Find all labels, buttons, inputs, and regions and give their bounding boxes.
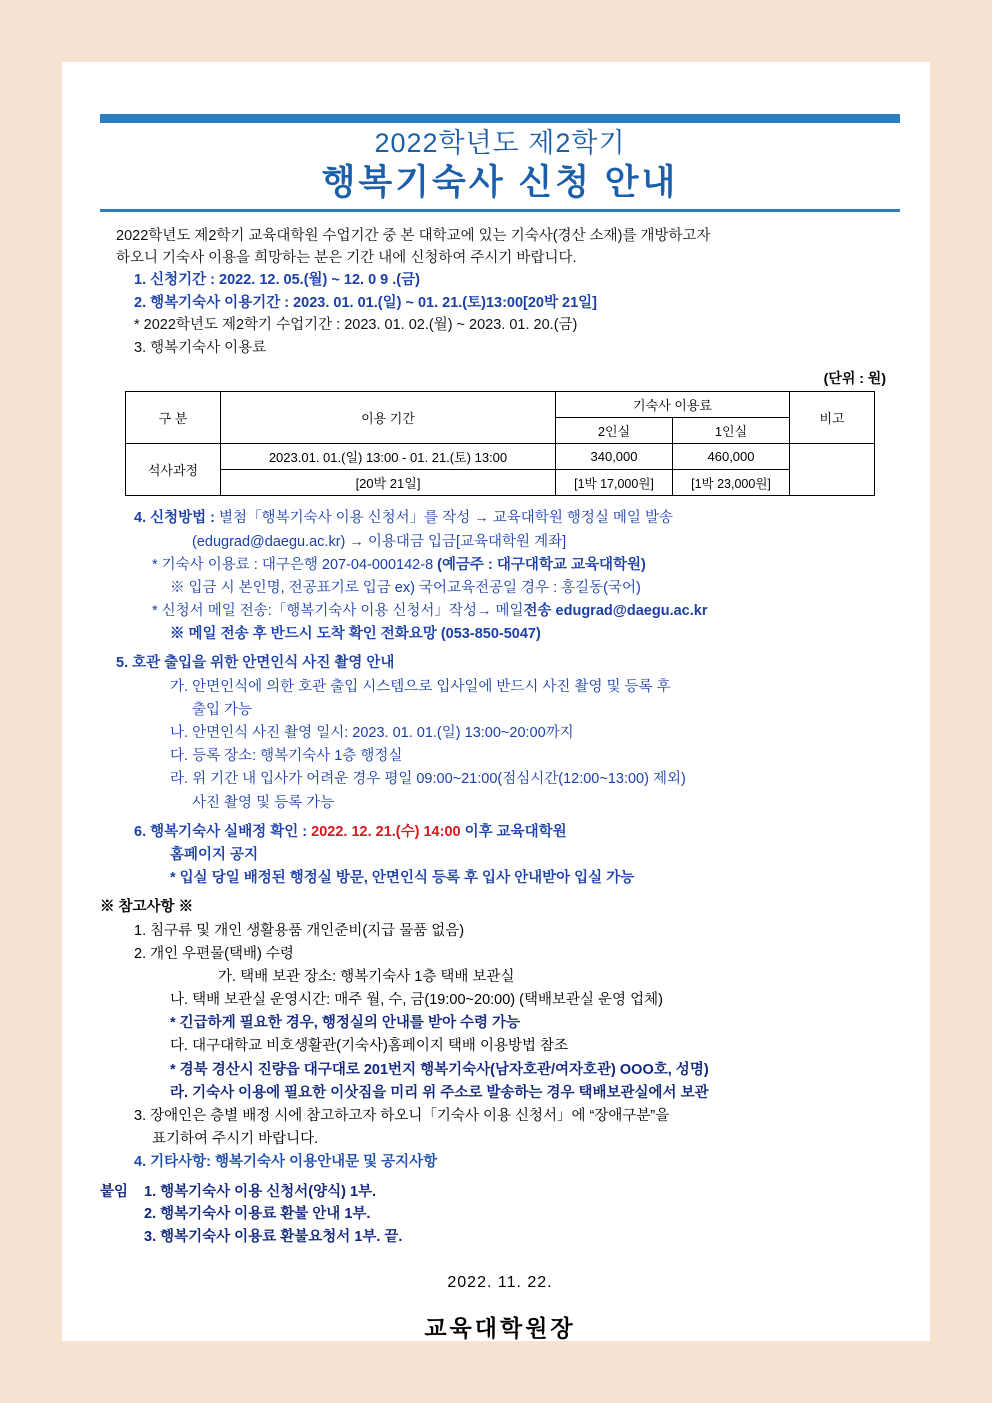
title-block [100,127,900,205]
item-6-text-a: 6. 행복기숙사 실배정 확인 : [134,823,312,840]
th-fee: 기숙사 이용료 [556,392,790,418]
section-reference [100,896,900,1174]
item-6-line-1 [100,821,900,844]
top-rule [100,114,900,123]
item-4-account-text: * 기숙사 이용료 : 대구은행 207-04-000142-8 [152,556,434,573]
th-fee-double: 2인실 [556,418,673,444]
item-4-phone-note: ※ 메일 전송 후 반드시 도착 확인 전화요망 (053-850-5047) [170,626,541,643]
document-body [100,114,900,1343]
attachment-item-1: 1. 행복기숙사 이용 신청서(양식) 1부. [144,1183,377,1200]
intro-line-1: 2022학년도 제2학기 교육대학원 수업기간 중 본 대학교에 있는 기숙사(경산 소재)를 개방하고자 [116,227,711,244]
ref-item-2a: 가. 택배 보관 장소: 행복기숙사 1층 택배 보관실 [218,968,515,985]
item-6-line-2: 홈페이지 공지 [170,846,259,863]
item-5-d-line1: 라. 위 기간 내 입사가 어려운 경우 평일 09:00~21:00(점심시간(12:00~13:00) 제외) [170,771,686,788]
section-6-room-assignment [100,821,900,891]
fee-unit-label: (단위 : 원) [823,370,886,387]
item-3-fee-heading: 3. 행복기숙사 이용료 [134,339,267,356]
td-period-line2: [20박 21일] [221,470,556,496]
ref-item-1: 1. 침구류 및 개인 생활용품 개인준비(지급 물품 없음) [134,922,465,939]
table-header-row [126,392,875,418]
item-6-line-3: * 입실 당일 배정된 행정실 방문, 안면인식 등록 후 입사 안내받아 입실 가능 [170,870,635,887]
item-4-heading: 4. 신청방법 : [134,510,216,527]
item-4-mail-address: 전송 edugrad@daegu.ac.kr [523,603,708,620]
th-note: 비고 [790,392,875,444]
ref-item-2b: 나. 택배 보관실 운영시간: 매주 월, 수, 금(19:00~20:00) (택배보관실 운영 업체) [170,992,663,1009]
ref-item-2c: 다. 대구대학교 비호생활관(기숙사)홈페이지 택배 이용방법 참조 [170,1038,569,1055]
item-4-mail-line [100,600,900,623]
section-4-application-method [100,507,900,646]
signature-date: 2022. 11. 22. [447,1273,553,1291]
attachment-label: 붙임 [100,1183,129,1200]
table-row-sub [126,470,875,496]
item-4-deposit-note: ※ 입금 시 본인명, 전공표기로 입금 ex) 국어교육전공일 경우 : 홍길동(국어) [170,579,641,596]
ref-item-2: 2. 개인 우편물(택배) 수령 [134,945,294,962]
page-title-line1: 2022학년도 제2학기 [374,128,626,158]
ref-item-2b-note: * 긴급하게 필요한 경우, 행정실의 안내를 받아 수령 가능 [170,1015,521,1032]
th-period: 이용 기간 [221,392,556,444]
signature-name: 교육대학원장 [424,1314,576,1341]
item-4-account-line [100,554,900,577]
reference-heading: ※ 참고사항 ※ [100,899,194,916]
item-6-datetime: 2022. 12. 21.(수) 14:00 [311,823,461,840]
item-4-account-holder: (예금주 : 대구대학교 교육대학원) [437,556,646,573]
attachment-list [100,1181,900,1248]
td-fee-double-sub: [1박 17,000원] [556,470,673,496]
item-5-c: 다. 등록 장소: 행복기숙사 1층 행정실 [170,748,403,765]
item-5-b: 나. 안면인식 사진 촬영 일시: 2023. 01. 01.(일) 13:00~20:00까지 [170,725,574,741]
item-4-text: 별첨「행복기숙사 이용 신청서」를 작성 → 교육대학원 행정실 메일 발송 [215,510,673,527]
item-5-a-line1: 가. 안면인식에 의한 호관 출입 시스템으로 입사일에 반드시 사진 촬영 및 등록 후 [170,678,671,695]
ref-item-3-line2: 표기하여 주시기 바랍니다. [152,1131,319,1148]
ref-item-2d: 라. 기숙사 이용에 필요한 이삿짐을 미리 위 주소로 발송하는 경우 택배보관실에서 보관 [170,1084,709,1101]
item-2-note: * 2022학년도 제2학기 수업기간 : 2023. 01. 02.(월) ~ 2023. 01. 20.(금) [134,317,578,334]
intro-paragraph [100,225,900,360]
item-2-usage-period: 2. 행복기숙사 이용기간 : 2023. 01. 01.(일) ~ 01. 21.(토)13:00[20박 21일] [134,294,597,311]
td-fee-single-amount: 460,000 [673,444,790,470]
section-5-face-recognition [100,652,900,814]
page-title-line2: 행복기숙사 신청 안내 [321,162,679,202]
item-4-line-2: (edugrad@daegu.ac.kr) → 이용대금 입금[교육대학원 계좌] [192,533,567,550]
attachment-row-1 [100,1181,900,1203]
th-division: 구 분 [126,392,221,444]
attachment-item-2: 2. 행복기숙사 이용료 환불 안내 1부. [144,1206,371,1223]
under-rule [100,209,900,212]
intro-line-2: 하오니 기숙사 이용을 희망하는 분은 기간 내에 신청하여 주시기 바랍니다. [116,249,577,266]
item-5-d-line2: 사진 촬영 및 등록 가능 [192,794,335,811]
th-fee-single: 1인실 [673,418,790,444]
signature-block [100,1274,900,1343]
attachment-item-3: 3. 행복기숙사 이용료 환불요청서 1부. 끝. [144,1228,403,1245]
item-5-a-line2: 출입 가능 [192,701,253,718]
item-1-application-period: 1. 신청기간 : 2022. 12. 05.(월) ~ 12. 0 9 .(금) [134,272,420,289]
ref-item-3-line1: 3. 장애인은 층별 배정 시에 참고하고자 하오니「기숙사 이용 신청서」에 “장애구분”을 [134,1108,670,1124]
td-period-line1: 2023.01. 01.(일) 13:00 - 01. 21.(토) 13:00 [221,444,556,470]
item-5-heading: 5. 호관 출입을 위한 안면인식 사진 촬영 안내 [116,655,395,672]
td-fee-single-sub: [1박 23,000원] [673,470,790,496]
table-row [126,444,875,470]
ref-item-2c-note: * 경북 경산시 진량읍 대구대로 201번지 행복기숙사(남자호관/여자호관) OOO호, 성명) [170,1061,709,1078]
td-fee-double-amount: 340,000 [556,444,673,470]
ref-item-4: 4. 기타사항: 행복기숙사 이용안내문 및 공지사항 [134,1154,438,1171]
fee-table [125,391,875,496]
item-6-text-b: 이후 교육대학원 [460,823,567,840]
item-4-mail-text: * 신청서 메일 전송:「행복기숙사 이용 신청서」작성→ 메일 [152,603,524,620]
document-page [62,62,930,1341]
td-division: 석사과정 [126,444,221,496]
td-note [790,444,875,496]
